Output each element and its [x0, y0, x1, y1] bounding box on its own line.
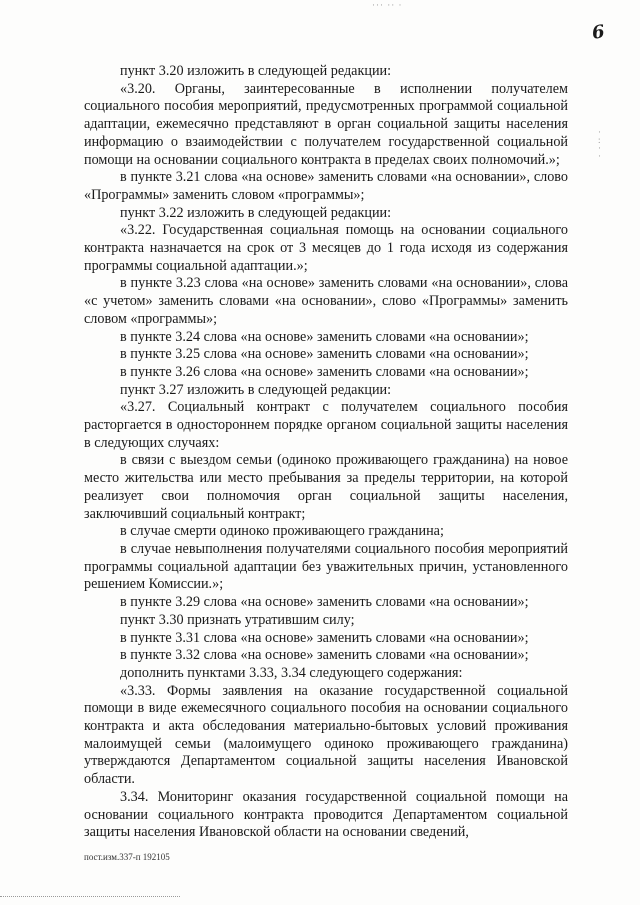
paragraph-1: пункт 3.20 изложить в следующей редакции:	[120, 63, 392, 79]
paragraph-6: в пункте 3.23 слова «на основе» заменить словами «на основании», слова «с учетом» заменить словами «на основании», слово «Программы» заменить словом «программы»;	[84, 275, 568, 327]
paragraph-16: пункт 3.30 признать утратившим силу;	[120, 611, 355, 628]
paragraph-9: в пункте 3.26 слова «на основе» заменить словами «на основании»;	[120, 363, 529, 380]
scan-mark-right: · : · ·	[598, 127, 602, 161]
paragraph-10: пункт 3.27 изложить в следующей редакции:	[120, 381, 392, 398]
paragraph-4: пункт 3.22 изложить в следующей редакции:	[120, 204, 392, 221]
paragraph-19: дополнить пунктами 3.33, 3.34 следующего содержания:	[120, 664, 463, 681]
page-number: 6	[590, 21, 606, 44]
paragraph-13: в случае смерти одиноко проживающего гражданина;	[120, 523, 444, 540]
scan-mark-top: ··· ·· ·	[372, 0, 403, 10]
paragraph-17: в пункте 3.31 слова «на основе» заменить словами «на основании»;	[120, 629, 529, 646]
paragraph-11: «3.27. Социальный контракт с получателем социального пособия расторгается в одностороннем порядке органом социальной защиты населения в следующих случаях:	[84, 399, 568, 451]
paragraph-7: в пункте 3.24 слова «на основе» заменить словами «на основании»;	[120, 328, 529, 345]
paragraph-15: в пункте 3.29 слова «на основе» заменить словами «на основании»;	[120, 594, 529, 611]
paragraph-21: 3.34. Мониторинг оказания государственной социальной помощи на основании социального контракта проводится Департаментом социальной защиты населения Ивановской области на основании сведений,	[84, 788, 568, 841]
paragraph-18: в пункте 3.32 слова «на основе» заменить словами «на основании»;	[120, 647, 529, 664]
paragraph-2: «3.20. Органы, заинтересованные в исполнении получателем социального пособия мероприятий, предусмотренных программой социальной адаптации, ежемесячно представляют в орган социальной защиты населения информацию о взаимодействии с получателем государственной социальной помощи на основании социального контракта в пределах своих полномочий.»;	[84, 80, 568, 168]
paragraph-5: «3.22. Государственная социальная помощь на основании социального контракта назначается на срок от 3 месяцев до 1 года исходя из содержания программы социальной адаптации.»;	[84, 222, 568, 274]
scan-edge-artifact	[0, 896, 180, 898]
document-body	[84, 63, 568, 842]
paragraph-3: в пункте 3.21 слова «на основе» заменить словами «на основании», слово «Программы» заменить словом «программы»;	[84, 169, 568, 203]
paragraph-8: в пункте 3.25 слова «на основе» заменить словами «на основании»;	[120, 346, 529, 363]
footer-document-code: пост.изм.337-п 192105	[84, 852, 170, 862]
paragraph-14: в случае невыполнения получателями социального пособия мероприятий программы социальной адаптации без уважительных причин, установленного решением Комиссии.»;	[84, 540, 568, 593]
paragraph-20: «3.33. Формы заявления на оказание государственной социальной помощи в виде ежемесячного социального пособия на основании социального контракта и акта обследования материально-бытовых условий проживания малоимущей семьи (малоимущего одиноко проживающего гражданина) утверждаются Департаментом социальной защиты населения Ивановской области.	[84, 682, 568, 788]
paragraph-12: в связи с выездом семьи (одиноко проживающего гражданина) на новое место жительства или место пребывания за пределы территории, на которой реализует свои полномочия орган социальной защиты населения, заключивший социальный контракт;	[84, 452, 568, 522]
